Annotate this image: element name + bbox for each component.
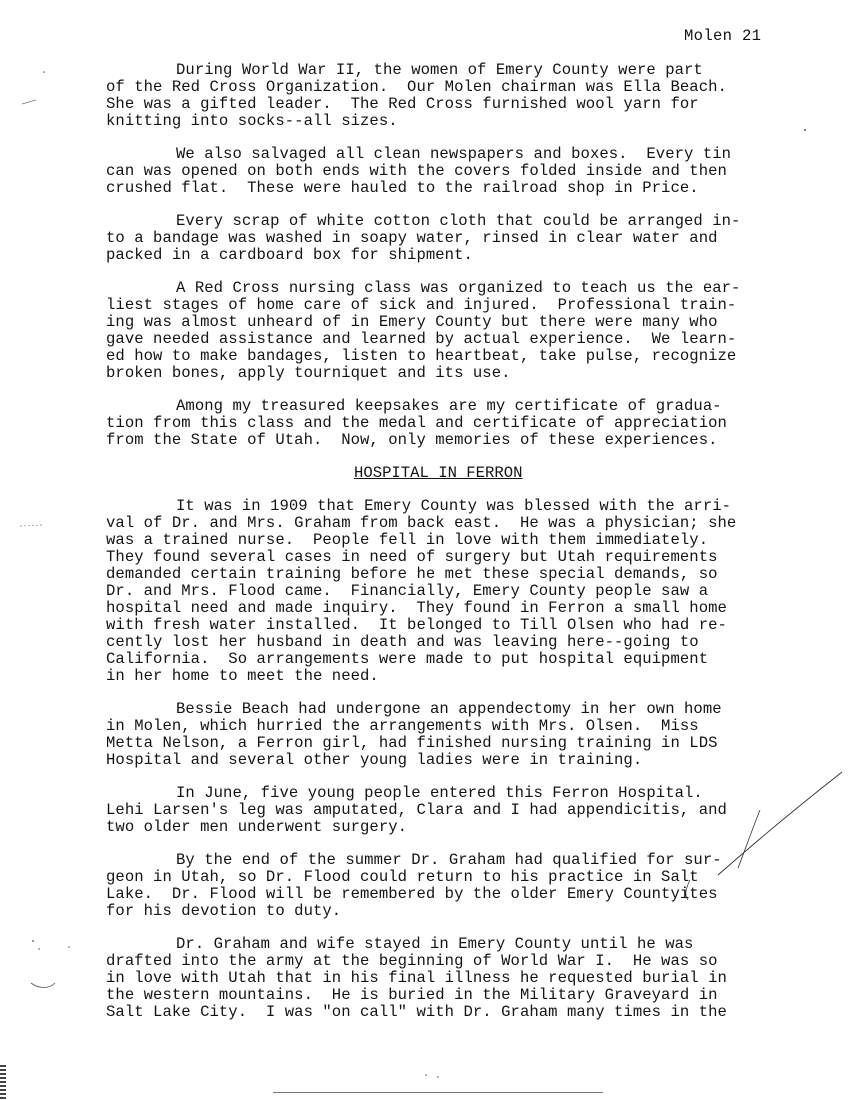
text-line: A Red Cross nursing class was organized to teach us the ear- bbox=[176, 279, 741, 297]
text-line: By the end of the summer Dr. Graham had qualified for sur- bbox=[176, 851, 722, 869]
text-line: demanded certain training before he met these special demands, so bbox=[106, 565, 718, 583]
paragraph bbox=[106, 62, 786, 130]
text-line: Among my treasured keepsakes are my certificate of gradua- bbox=[176, 397, 722, 415]
text-line: geon in Utah, so Dr. Flood could return to his practice in Salt bbox=[106, 868, 699, 886]
text-line: ed how to make bandages, listen to heartbeat, take pulse, recognize bbox=[106, 347, 737, 365]
text-line: two older men underwent surgery. bbox=[106, 818, 408, 836]
section-heading: HOSPITAL IN FERRON bbox=[354, 464, 523, 482]
text-line: cently lost her husband in death and was leaving here--going to bbox=[106, 633, 699, 651]
paragraph bbox=[106, 785, 786, 836]
text-line: Dr. Graham and wife stayed in Emery County until he was bbox=[176, 935, 694, 953]
text-line: in love with Utah that in his final illness he requested burial in bbox=[106, 969, 727, 987]
text-line: with fresh water installed. It belonged to Till Olsen who had re- bbox=[106, 616, 727, 634]
text-line: California. So arrangements were made to put hospital equipment bbox=[106, 650, 709, 668]
text-line: During World War II, the women of Emery County were part bbox=[176, 61, 703, 79]
paragraph bbox=[106, 852, 786, 920]
scan-edge-strip bbox=[0, 1065, 6, 1100]
text-line: Lake. Dr. Flood will be remembered by the older Emery Countyites bbox=[106, 885, 718, 903]
text-line: Every scrap of white cotton cloth that could be arranged in- bbox=[176, 212, 741, 230]
text-line: drafted into the army at the beginning of World War I. He was so bbox=[106, 952, 718, 970]
text-line: for his devotion to duty. bbox=[106, 902, 342, 920]
body-text bbox=[106, 62, 786, 1037]
text-line: knitting into socks--all sizes. bbox=[106, 112, 398, 130]
text-line: They found several cases in need of surgery but Utah requirements bbox=[106, 548, 718, 566]
text-line: Bessie Beach had undergone an appendectomy in her own home bbox=[176, 700, 722, 718]
text-line: It was in 1909 that Emery County was blessed with the arri- bbox=[176, 497, 732, 515]
text-line: broken bones, apply tourniquet and its use. bbox=[106, 364, 511, 382]
text-line: packed in a cardboard box for shipment. bbox=[106, 246, 473, 264]
margin-speck-mark bbox=[16, 518, 46, 538]
page-number-label: Molen 21 bbox=[684, 27, 762, 45]
text-line: can was opened on both ends with the covers folded inside and then bbox=[106, 162, 727, 180]
paragraph bbox=[106, 701, 786, 769]
text-line: She was a gifted leader. The Red Cross furnished wool yarn for bbox=[106, 95, 699, 113]
text-line: Hospital and several other young ladies were in training. bbox=[106, 751, 643, 769]
paragraph bbox=[106, 498, 786, 685]
text-line: Salt Lake City. I was "on call" with Dr. Graham many times in the bbox=[106, 1003, 727, 1021]
margin-speck-mark bbox=[420, 1065, 460, 1085]
text-line: hospital need and made inquiry. They found in Ferron a small home bbox=[106, 599, 727, 617]
text-line: In June, five young people entered this Ferron Hospital. bbox=[176, 784, 703, 802]
text-line: the western mountains. He is buried in the Military Graveyard in bbox=[106, 986, 718, 1004]
bottom-rule-divider bbox=[273, 1092, 603, 1093]
margin-speck-mark bbox=[18, 60, 48, 120]
text-line: to a bandage was washed in soapy water, rinsed in clear water and bbox=[106, 229, 718, 247]
text-line: Dr. and Mrs. Flood came. Financially, Emery County people saw a bbox=[106, 582, 709, 600]
text-line: was a trained nurse. People fell in love with them immediately. bbox=[106, 531, 709, 549]
text-line: of the Red Cross Organization. Our Molen chairman was Ella Beach. bbox=[106, 78, 727, 96]
paragraph bbox=[106, 213, 786, 264]
text-line: in her home to meet the need. bbox=[106, 667, 379, 685]
text-line: gave needed assistance and learned by actual experience. We learn- bbox=[106, 330, 737, 348]
paragraph bbox=[106, 146, 786, 197]
paragraph bbox=[106, 936, 786, 1021]
paragraph bbox=[106, 280, 786, 382]
text-line: crushed flat. These were hauled to the railroad shop in Price. bbox=[106, 179, 699, 197]
text-line: We also salvaged all clean newspapers and boxes. Every tin bbox=[176, 145, 732, 163]
paragraph bbox=[106, 398, 786, 449]
text-line: ing was almost unheard of in Emery County but there were many who bbox=[106, 313, 718, 331]
margin-speck-mark bbox=[25, 935, 85, 1005]
text-line: tion from this class and the medal and certificate of appreciation bbox=[106, 414, 727, 432]
text-line: from the State of Utah. Now, only memories of these experiences. bbox=[106, 431, 718, 449]
text-line: Lehi Larsen's leg was amputated, Clara and I had appendicitis, and bbox=[106, 801, 727, 819]
margin-speck-mark bbox=[800, 125, 810, 135]
text-line: liest stages of home care of sick and injured. Professional train- bbox=[106, 296, 737, 314]
text-line: val of Dr. and Mrs. Graham from back east. He was a physician; she bbox=[106, 514, 737, 532]
text-line: in Molen, which hurried the arrangements with Mrs. Olsen. Miss bbox=[106, 717, 699, 735]
text-line: Metta Nelson, a Ferron girl, had finished nursing training in LDS bbox=[106, 734, 718, 752]
